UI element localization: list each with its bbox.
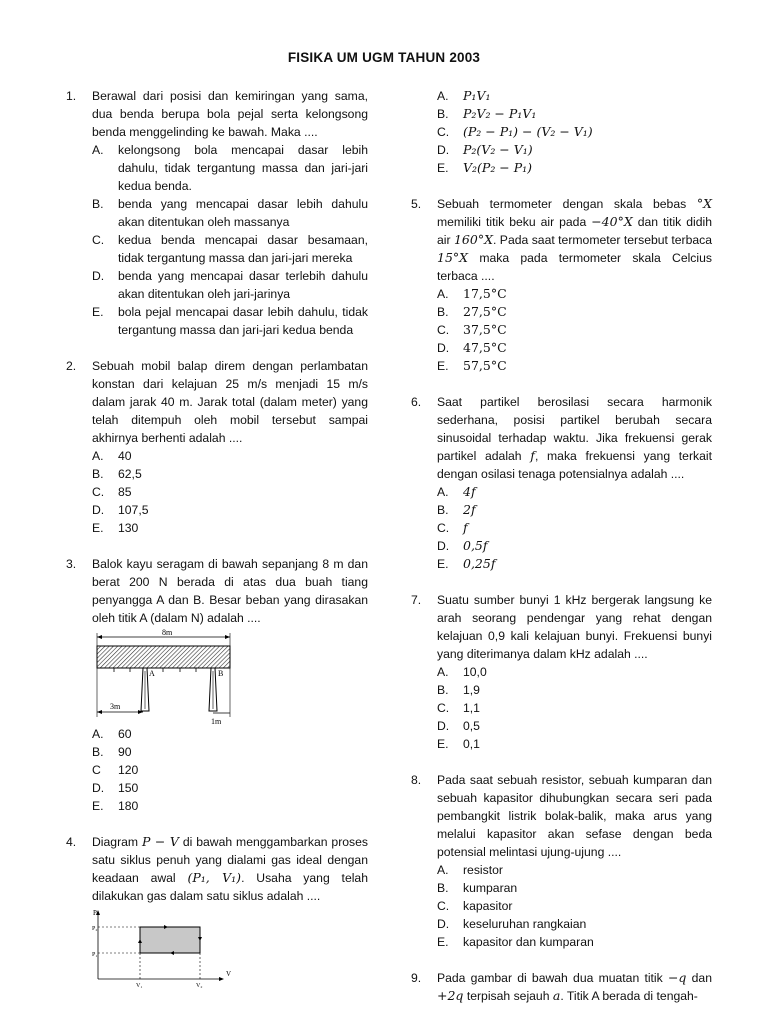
option-b <box>92 195 368 231</box>
option-text: P₂(V₂ − V₁) <box>463 142 533 157</box>
math-run: °X <box>696 196 712 211</box>
option-e <box>437 357 712 375</box>
beam-figure <box>92 629 368 725</box>
option-d <box>437 915 712 933</box>
option-label: E. <box>437 161 449 175</box>
option-d <box>437 141 712 159</box>
option-label: A. <box>437 89 449 103</box>
page-title: FISIKA UM UGM TAHUN 2003 <box>287 50 481 65</box>
option-text: kedua benda mencapai dasar besamaan, tidak tergantung massa dan jari-jari mereka <box>118 233 368 265</box>
cycle-area <box>140 927 200 953</box>
option-text: 107,5 <box>118 503 149 517</box>
option-label: E. <box>437 935 449 949</box>
distance-a-label: 3m <box>110 702 121 711</box>
option-e <box>437 159 712 177</box>
option-label: E. <box>437 557 449 571</box>
options-list <box>437 285 712 375</box>
option-text: f <box>463 520 468 535</box>
length-label: 8m <box>162 629 173 637</box>
option-text: 120 <box>118 763 139 777</box>
option-d <box>437 537 712 555</box>
option-text: 47,5°C <box>463 340 507 355</box>
option-b <box>437 105 712 123</box>
option-d <box>92 501 368 519</box>
option-label: C. <box>92 233 105 247</box>
option-c <box>92 231 368 267</box>
math-run: −40°X <box>591 214 633 229</box>
question-number: 1. <box>66 89 77 103</box>
option-text: (P₂ − P₁) − (V₂ − V₁) <box>463 124 593 139</box>
option-text: kapasitor <box>463 899 513 913</box>
question-3 <box>66 555 368 815</box>
left-column <box>66 87 368 989</box>
question-1 <box>66 87 368 339</box>
option-e <box>437 735 712 753</box>
option-label: B. <box>437 503 449 517</box>
support-a-label: A <box>149 669 155 678</box>
math-run: 15°X <box>437 250 469 265</box>
option-label: B. <box>437 881 449 895</box>
option-text: 90 <box>118 745 132 759</box>
option-label: E. <box>92 799 104 813</box>
option-d <box>437 339 712 357</box>
option-label: C. <box>437 125 450 139</box>
option-b <box>437 681 712 699</box>
option-b <box>92 465 368 483</box>
question-6 <box>411 393 712 573</box>
pv-figure <box>92 909 368 989</box>
text-run: dan titik didih air <box>437 215 712 247</box>
option-a <box>437 87 712 105</box>
question-5 <box>411 195 712 375</box>
option-a <box>437 861 712 879</box>
option-text: 4f <box>463 484 476 499</box>
options-list <box>437 483 712 573</box>
option-label: C. <box>437 701 450 715</box>
option-text: 0,5f <box>463 538 488 553</box>
option-label: A. <box>92 449 104 463</box>
option-d <box>437 717 712 735</box>
option-text: 27,5°C <box>463 304 507 319</box>
option-label: C. <box>92 485 105 499</box>
text-run: , maka frekuensi yang terkait dengan osilasi tenaga potensialnya adalah .... <box>437 449 712 481</box>
beam-diagram <box>92 629 242 725</box>
option-text: 60 <box>118 727 132 741</box>
option-label: A. <box>92 143 104 157</box>
question-number: 4. <box>66 835 77 849</box>
option-text: P₁V₁ <box>463 88 491 103</box>
question-8 <box>411 771 712 951</box>
option-label: D. <box>437 341 450 355</box>
options-list <box>437 87 712 177</box>
math-run: f <box>530 448 535 463</box>
text-run: terpisah sejauh <box>463 989 553 1003</box>
question-text: Pada saat sebuah resistor, sebuah kumparan dan sebuah kapasitor dihubungkan secara seri pada pembangkit listrik bolak-balik, maka arus yang melalui kapasitor akan sefase dengan beda potensial melintasi ujung-ujung .... <box>437 773 712 859</box>
option-label: D. <box>437 719 450 733</box>
options-list <box>92 725 368 815</box>
question-7 <box>411 591 712 753</box>
option-b <box>437 879 712 897</box>
option-d <box>92 779 368 797</box>
option-a <box>92 725 368 743</box>
option-label: B. <box>437 107 449 121</box>
option-c <box>92 483 368 501</box>
option-text: benda yang mencapai dasar terlebih dahulu akan ditentukan oleh jari-jarinya <box>118 269 368 301</box>
option-label: D. <box>92 269 105 283</box>
math-initial-state: (P₁, V₁) <box>187 870 242 885</box>
option-text: bola pejal mencapai dasar lebih dahulu, tidak tergantung massa dan jari-jari kedua benda <box>118 305 368 337</box>
option-text: 1,1 <box>463 701 480 715</box>
option-text: 0,25f <box>463 556 496 571</box>
option-label: B. <box>92 745 104 759</box>
question-text <box>437 969 712 1005</box>
option-label: D. <box>92 503 105 517</box>
option-c <box>437 321 712 339</box>
option-e <box>92 519 368 537</box>
question-9 <box>411 969 712 1005</box>
option-label: B. <box>92 467 104 481</box>
option-c <box>437 123 712 141</box>
option-label: B. <box>92 197 104 211</box>
option-text: 180 <box>118 799 139 813</box>
option-b <box>437 501 712 519</box>
math-pv: P − V <box>141 834 179 849</box>
option-a <box>92 141 368 195</box>
option-text: 85 <box>118 485 132 499</box>
text-run: Pada gambar di bawah dua muatan titik <box>437 971 668 985</box>
option-text: 2f <box>463 502 476 517</box>
option-text: 150 <box>118 781 139 795</box>
option-label: A. <box>437 863 449 877</box>
option-text: 17,5°C <box>463 286 507 301</box>
text-run: . Pada saat termometer tersebut terbaca <box>493 233 713 247</box>
question-number: 8. <box>411 773 422 787</box>
option-label: E. <box>437 737 449 751</box>
option-a <box>92 447 368 465</box>
options-list <box>92 447 368 537</box>
option-label: C. <box>437 323 450 337</box>
math-run: 160°X <box>453 232 493 247</box>
option-b <box>92 743 368 761</box>
option-c <box>92 761 368 779</box>
text-run: di bawah menggambarkan proses satu siklus penuh yang dialami gas ideal dengan keadaan awal <box>92 835 369 885</box>
option-b <box>437 303 712 321</box>
option-text: 37,5°C <box>463 322 507 337</box>
option-text: resistor <box>463 863 503 877</box>
option-text: kapasitor dan kumparan <box>463 935 594 949</box>
text-run: . Titik A berada di tengah- <box>560 989 698 1003</box>
question-text <box>437 393 712 483</box>
option-e <box>437 555 712 573</box>
option-text: kelongsong bola mencapai dasar lebih dahulu, tidak tergantung massa dan jari-jari kedua benda. <box>118 143 368 193</box>
option-label: A. <box>437 485 449 499</box>
question-number: 2. <box>66 359 77 373</box>
text-run: maka pada termometer skala Celcius terbaca .... <box>437 251 712 283</box>
question-text <box>437 195 712 285</box>
option-text: 10,0 <box>463 665 487 679</box>
question-number: 6. <box>411 395 422 409</box>
option-c <box>437 699 712 717</box>
question-text: Sebuah mobil balap direm dengan perlambatan konstan dari kelajuan 25 m/s menjadi 15 m/s dalam jarak 40 m. Jarak total (dalam meter) yang telah ditempuh oleh mobil tersebut sampai akhirnya berhenti adalah .... <box>92 359 368 445</box>
option-text: benda yang mencapai dasar lebih dahulu akan ditentukan oleh massanya <box>118 197 368 229</box>
options-list <box>437 663 712 753</box>
options-list <box>437 861 712 951</box>
option-label: D. <box>437 539 450 553</box>
option-label: C. <box>437 899 450 913</box>
option-e <box>92 797 368 815</box>
distance-b-label: 1m <box>211 717 222 725</box>
option-label: E. <box>437 359 449 373</box>
support-b-label: B <box>218 669 224 678</box>
option-label: A. <box>92 727 104 741</box>
question-text: Suatu sumber bunyi 1 kHz bergerak langsung ke arah seorang pendengar yang rehat dengan kelajuan 0,9 kali kelajuan bunyi. Frekuensi bunyi yang diterimanya dalam kHz adalah .... <box>437 593 712 661</box>
p2-label: P₂ <box>92 926 98 932</box>
text-run: Sebuah termometer dengan skala bebas <box>437 197 697 211</box>
option-a <box>437 285 712 303</box>
option-text: P₂V₂ − P₁V₁ <box>463 106 537 121</box>
math-run: +2q <box>437 988 464 1003</box>
beam <box>97 646 230 668</box>
option-label: E. <box>92 521 104 535</box>
v2-label: V₂ <box>196 983 203 989</box>
option-label: E. <box>92 305 104 319</box>
question-4 <box>66 833 368 989</box>
option-e <box>92 303 368 339</box>
right-column <box>411 87 712 1005</box>
question-4-options <box>411 87 712 177</box>
option-text: 130 <box>118 521 139 535</box>
question-number: 9. <box>411 971 422 985</box>
option-text: V₂(P₂ − P₁) <box>463 160 533 175</box>
text-run: . Usaha yang telah dilakukan gas dalam satu siklus adalah .... <box>92 871 368 903</box>
option-label: D. <box>437 143 450 157</box>
option-text: 1,9 <box>463 683 480 697</box>
question-text: Berawal dari posisi dan kemiringan yang sama, dua benda berupa bola pejal serta kelongsong benda menggelinding ke bawah. Maka .... <box>92 89 368 139</box>
question-2 <box>66 357 368 537</box>
text-run: Diagram <box>92 835 142 849</box>
option-c <box>437 897 712 915</box>
text-run: dan <box>686 971 712 985</box>
option-text: 62,5 <box>118 467 142 481</box>
axis-v-label: V <box>226 970 232 978</box>
question-number: 5. <box>411 197 422 211</box>
option-label: A. <box>437 665 449 679</box>
option-label: D. <box>92 781 105 795</box>
option-text: keseluruhan rangkaian <box>463 917 587 931</box>
option-text: 0,5 <box>463 719 480 733</box>
option-label: B. <box>437 683 449 697</box>
options-list <box>92 141 368 339</box>
option-label: A. <box>437 287 449 301</box>
option-label: D. <box>437 917 450 931</box>
question-number: 3. <box>66 557 77 571</box>
question-text: Balok kayu seragam di bawah sepanjang 8 m dan berat 200 N berada di atas dua buah tiang penyangga A dan B. Besar beban yang dirasakan oleh titik A (dalam N) adalah .... <box>92 557 368 625</box>
option-label: C. <box>437 521 450 535</box>
axis-p-label: P <box>93 909 97 917</box>
text-run: Saat partikel berosilasi secara harmonik sederhana, posisi partikel berubah secara sinusoidal terhadap waktu. Jika frekuensi gerak partikel adalah <box>437 395 712 463</box>
question-number: 7. <box>411 593 422 607</box>
option-a <box>437 663 712 681</box>
option-c <box>437 519 712 537</box>
option-label: B. <box>437 305 449 319</box>
math-run: a <box>552 988 561 1003</box>
math-run: −q <box>667 970 687 985</box>
question-text <box>92 833 368 905</box>
option-label: C <box>92 763 101 777</box>
option-a <box>437 483 712 501</box>
text-run: memiliki titik beku air pada <box>437 215 592 229</box>
pv-diagram <box>92 909 252 989</box>
option-e <box>437 933 712 951</box>
v1-label: V₁ <box>136 983 143 989</box>
option-text: 40 <box>118 449 132 463</box>
option-text: kumparan <box>463 881 518 895</box>
option-d <box>92 267 368 303</box>
option-text: 57,5°C <box>463 358 507 373</box>
option-text: 0,1 <box>463 737 480 751</box>
p1-label: P₁ <box>92 952 98 958</box>
